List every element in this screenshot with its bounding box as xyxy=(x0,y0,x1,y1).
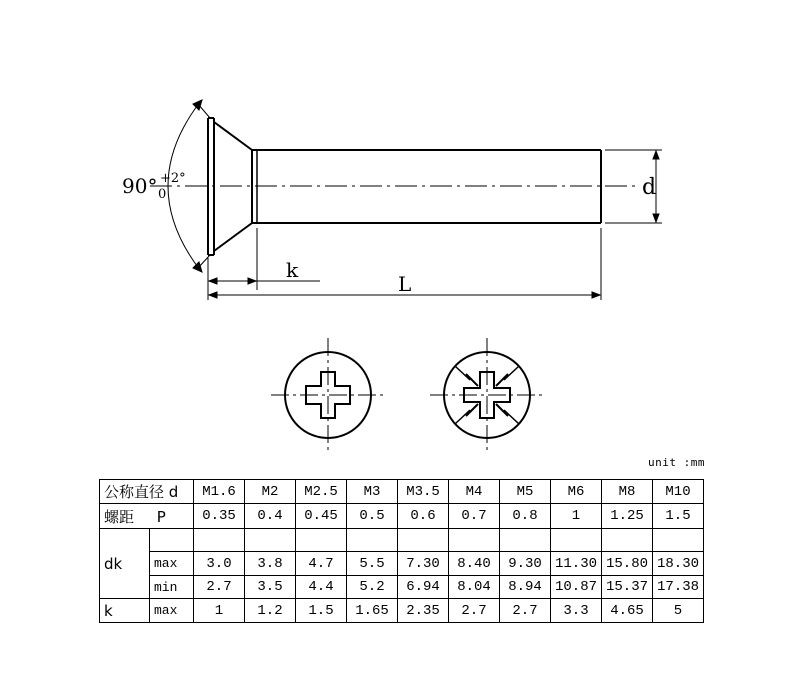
empty-cell xyxy=(347,529,398,552)
k-max-cell: 2.7 xyxy=(500,599,551,623)
k-max-cell: 1.5 xyxy=(296,599,347,623)
size-row-label xyxy=(100,480,194,504)
dk-max-cell: 11.30 xyxy=(551,552,602,576)
nominal-diameter-symbol: d xyxy=(168,483,179,501)
dk-min-label: min xyxy=(150,576,194,599)
k-max-cell: 1.65 xyxy=(347,599,398,623)
dk-min-cell: 8.04 xyxy=(449,576,500,599)
dk-min-cell: 4.4 xyxy=(296,576,347,599)
pitch-symbol: P xyxy=(156,507,166,526)
pozidriv-head-view xyxy=(430,338,544,452)
pitch-cell: 0.4 xyxy=(245,504,296,529)
dk-min-cell: 3.5 xyxy=(245,576,296,599)
empty-cell xyxy=(602,529,653,552)
empty-cell xyxy=(398,529,449,552)
pitch-row xyxy=(100,504,704,529)
size-cell: M3.5 xyxy=(398,480,449,504)
empty-cell xyxy=(245,529,296,552)
angle-main: 90° xyxy=(122,174,158,198)
dk-min-cell: 6.94 xyxy=(398,576,449,599)
dk-max-cell: 4.7 xyxy=(296,552,347,576)
dk-max-cell: 7.30 xyxy=(398,552,449,576)
head-height-label: k xyxy=(286,258,299,282)
dk-min-cell: 15.37 xyxy=(602,576,653,599)
k-max-label: max xyxy=(150,599,194,623)
k-max-row xyxy=(100,599,704,623)
diameter-label: d xyxy=(642,175,657,200)
pitch-cell: 0.45 xyxy=(296,504,347,529)
size-cell: M2.5 xyxy=(296,480,347,504)
empty-cell xyxy=(653,529,704,552)
size-cell: M10 xyxy=(653,480,704,504)
size-cell: M1.6 xyxy=(194,480,245,504)
dk-min-cell: 10.87 xyxy=(551,576,602,599)
dk-min-row xyxy=(100,576,704,599)
dk-spacer-sublabel xyxy=(150,529,194,552)
k-max-cell: 2.7 xyxy=(449,599,500,623)
phillips-head-view xyxy=(271,338,385,452)
dk-min-cell: 8.94 xyxy=(500,576,551,599)
unit-note: unit :mm xyxy=(648,456,705,469)
k-max-cell: 1 xyxy=(194,599,245,623)
pitch-cell: 0.6 xyxy=(398,504,449,529)
dk-max-cell: 18.30 xyxy=(653,552,704,576)
dk-max-cell: 5.5 xyxy=(347,552,398,576)
dk-max-row xyxy=(100,552,704,576)
empty-cell xyxy=(296,529,347,552)
pitch-cell: 0.35 xyxy=(194,504,245,529)
pitch-label: 螺距 xyxy=(104,507,135,526)
pitch-cell: 1 xyxy=(551,504,602,529)
length-label: L xyxy=(398,272,412,296)
size-row xyxy=(100,480,704,504)
empty-cell xyxy=(194,529,245,552)
k-max-cell: 2.35 xyxy=(398,599,449,623)
empty-cell xyxy=(500,529,551,552)
pitch-cell: 0.7 xyxy=(449,504,500,529)
dk-max-cell: 3.8 xyxy=(245,552,296,576)
angle-label xyxy=(122,176,157,196)
dk-max-label: max xyxy=(150,552,194,576)
angle-tolerance-upper: +2° xyxy=(160,171,186,186)
dk-min-cell: 5.2 xyxy=(347,576,398,599)
angle-tolerance-lower: 0 xyxy=(158,187,167,202)
pitch-cell: 1.5 xyxy=(653,504,704,529)
dk-row-label: dk xyxy=(100,529,150,599)
k-max-cell: 3.3 xyxy=(551,599,602,623)
pitch-cell: 1.25 xyxy=(602,504,653,529)
empty-cell xyxy=(551,529,602,552)
size-cell: M8 xyxy=(602,480,653,504)
dk-min-cell: 17.38 xyxy=(653,576,704,599)
size-cell: M5 xyxy=(500,480,551,504)
size-cell: M6 xyxy=(551,480,602,504)
k-max-cell: 5 xyxy=(653,599,704,623)
empty-cell xyxy=(449,529,500,552)
dk-max-cell: 8.40 xyxy=(449,552,500,576)
k-max-cell: 4.65 xyxy=(602,599,653,623)
k-max-cell: 1.2 xyxy=(245,599,296,623)
dk-spacer-row xyxy=(100,529,704,552)
size-cell: M4 xyxy=(449,480,500,504)
dk-max-cell: 3.0 xyxy=(194,552,245,576)
nominal-diameter-label: 公称直径 xyxy=(104,483,165,501)
dk-max-cell: 15.80 xyxy=(602,552,653,576)
size-cell: M2 xyxy=(245,480,296,504)
pitch-cell: 0.8 xyxy=(500,504,551,529)
specification-table xyxy=(99,479,704,623)
dk-min-cell: 2.7 xyxy=(194,576,245,599)
pitch-row-label xyxy=(100,504,194,529)
k-row-label: k xyxy=(100,599,150,623)
dk-max-cell: 9.30 xyxy=(500,552,551,576)
pitch-cell: 0.5 xyxy=(347,504,398,529)
size-cell: M3 xyxy=(347,480,398,504)
